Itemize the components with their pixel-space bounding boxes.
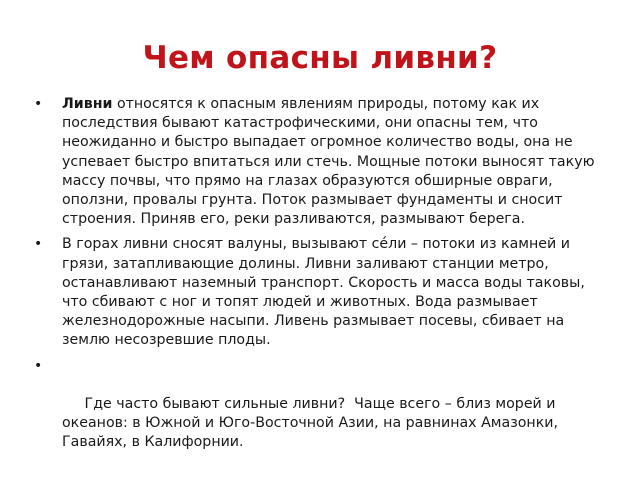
bullet-item-mountains	[34, 235, 614, 350]
bullet-list	[34, 95, 614, 478]
bullet-item-where	[34, 357, 614, 472]
bullet-dot-icon: •	[34, 357, 43, 374]
term-livni: Ливни	[62, 96, 113, 112]
bullet-item-definition	[34, 95, 614, 229]
bullet-text: относятся к опасным явлениям природы, потому как их последствия бывают катастрофическими, они опасны тем, что неожиданно и быстро выпадает огромное количество воды, она не успевает быстро впитаться или стечь. Мощные потоки выносят такую массу почвы, что прямо на глазах образуются обширные овраги, оползни, провалы грунта. Поток размывает фундаменты и сносит строения. Приняв его, реки разливаются, размывают берега.	[62, 96, 595, 228]
bullet-dot-icon: •	[34, 236, 43, 253]
bullet-dot-icon: •	[34, 96, 43, 112]
bullet-text: Где часто бывают сильные ливни? Чаще всего – близ морей и океанов: в Южной и Юго-Восточной Азии, на равнинах Амазонки, Гавайях, в Калифорнии.	[62, 396, 563, 451]
bullet-text: В горах ливни сносят валуны, вызывают се́ли – потоки из камней и грязи, затапливающие долины. Ливни заливают станции метро, останавливают наземный транспорт. Скорость и масса воды таковы, что сбивают с ног и топят людей и животных. Вода размывает железнодорожные насыпи. Ливень размывает посевы, сбивает на землю несозревшие плоды.	[62, 236, 585, 349]
slide-title: Чем опасны ливни?	[142, 40, 498, 76]
